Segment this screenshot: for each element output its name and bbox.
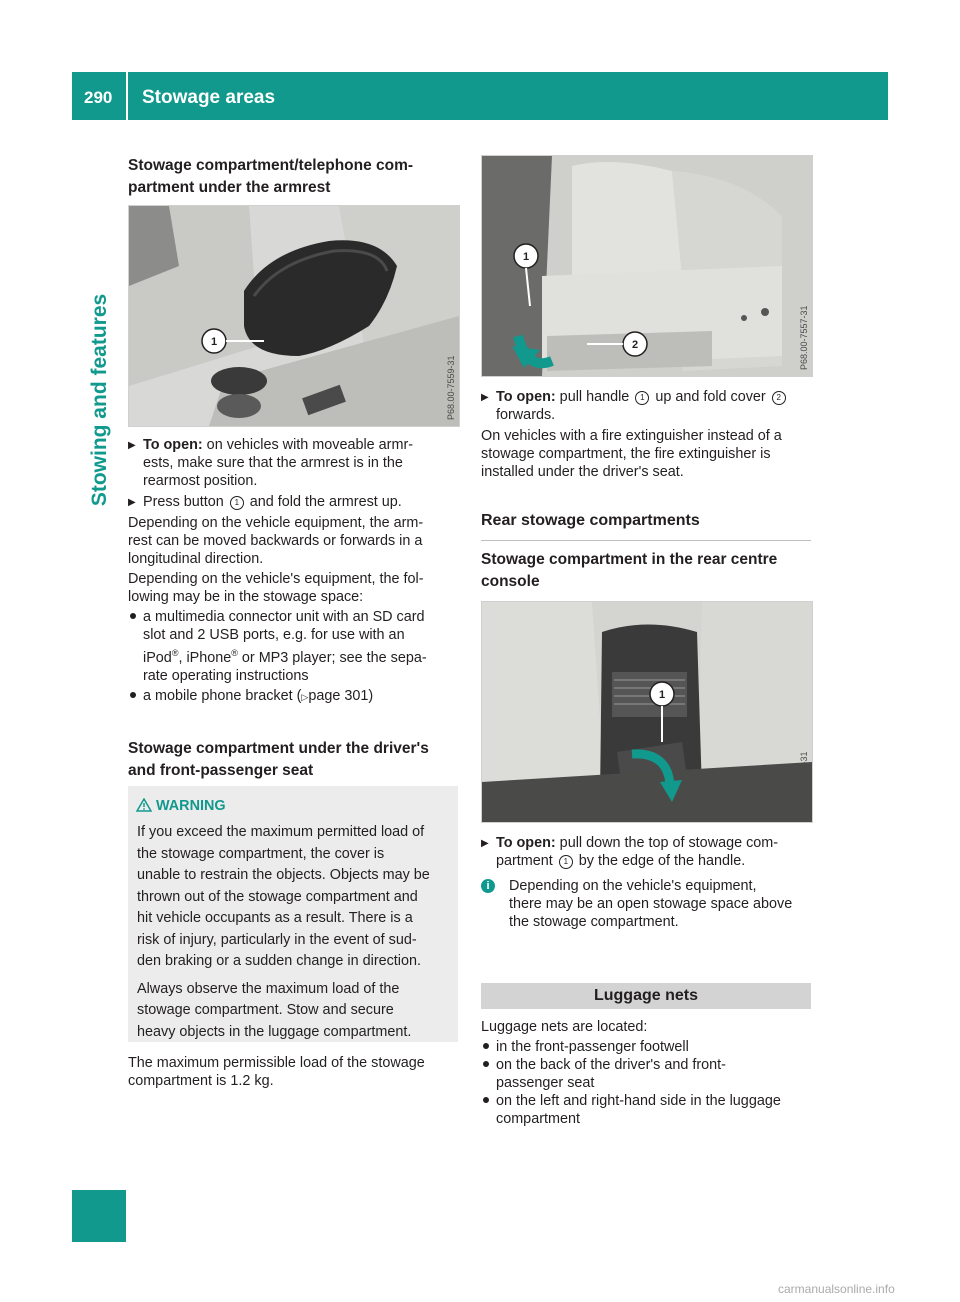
instruction-step [481,834,813,870]
text-line: the stowage compartment. [509,914,679,930]
text-line: there may be an open stowage space above [509,896,793,912]
text-line: den braking or a sudden change in direction. [137,953,422,969]
step-text: forwards. [496,407,556,423]
text-line: a multimedia connector unit with an SD card [143,609,425,625]
page-number: 290 [84,88,113,107]
text-line: stowage compartment, the fire extinguisher is [481,446,771,462]
text-line: installed under the driver's seat. [481,464,684,480]
text-line: Always observe the maximum load of the [137,980,400,997]
paragraph [128,1054,460,1090]
heading-line: and front-passenger seat [128,762,314,779]
paragraph [128,570,460,606]
callout-1-icon: 1 [559,855,573,869]
text-line: stowage compartment. Stow and secure [137,1002,394,1018]
list-item [481,1038,813,1056]
text-line: compartment is 1.2 kg. [128,1073,274,1089]
step-text: and fold the armrest up. [249,494,402,510]
photo-code: P68.00-7559-31 [446,355,456,420]
callout-2: 2 [631,339,639,351]
left-steps [128,436,460,706]
text-line: on the back of the driver's and front- [496,1057,726,1073]
paragraph [481,427,813,481]
text-line: rate operating instructions [143,667,309,684]
step-label: To open: [496,389,556,405]
step-text: partment [496,853,553,869]
luggage-nets-heading: Luggage nets [481,983,811,1009]
left-heading-2 [128,738,460,782]
right-steps [481,388,813,481]
heading-line: console [481,573,540,590]
text-line: on the left and right-hand side in the luggage [496,1093,781,1109]
step-text: rearmost position. [143,473,258,489]
text-line: Depending on the vehicle's equipment, the fol- [128,571,424,587]
right-heading-3 [481,549,813,593]
left-final-paragraph [128,1054,460,1090]
list-item [481,1092,813,1128]
page-title: Stowage areas [142,87,276,108]
text-line: rest can be moved backwards or forwards in a [128,533,423,549]
header-divider [126,72,128,120]
callout-1-icon: 1 [230,496,244,510]
warning-box [128,786,458,1042]
photo-code: P68.00-7561-31 [799,751,809,816]
step-text: on vehicles with moveable armr- [202,437,414,453]
callout-1: 1 [522,251,530,263]
rear-console-photo [481,601,813,823]
text-line: , iPhone [178,649,232,666]
text-line: lowing may be in the stowage space: [128,589,364,605]
list-item [481,1056,813,1092]
rear-stowage-section [481,510,811,541]
text-line: passenger seat [496,1075,595,1091]
left-heading-1 [128,155,460,199]
text-line: thrown out of the stowage compartment and [137,888,418,905]
seat-photo [481,155,813,377]
step-text: ests, make sure that the armrest is in the [143,455,403,471]
step-label: To open: [496,835,556,851]
step-text: up and fold cover [655,389,766,405]
warning-triangle-icon [136,798,152,820]
text-line: unable to restrain the objects. Objects may be [137,867,430,883]
side-tab-block [72,1190,126,1242]
text-line: risk of injury, particularly in the event of sud- [137,931,417,948]
instruction-step [128,493,460,511]
warning-title: WARNING [156,798,226,814]
heading-line: Stowage compartment in the rear centre [481,551,778,568]
photo-code: P68.00-7557-31 [799,305,809,370]
text-line: Depending on the vehicle's equipment, [509,878,757,894]
text-line: longitudinal direction. [128,551,264,567]
text-line: If you exceed the maximum permitted load of [137,824,425,840]
paragraph: Luggage nets are located: [481,1019,648,1035]
heading-line: partment under the armrest [128,179,331,196]
step-text: pull handle [555,389,630,405]
callout-1: 1 [210,336,218,348]
text-line: The maximum permissible load of the stowage [128,1055,425,1071]
luggage-nets-body [481,1018,813,1128]
text-line: heavy objects in the luggage compartment. [137,1023,412,1040]
armrest-photo [128,205,460,427]
warning-paragraph [137,822,453,973]
step-text: Press button [143,494,224,510]
step-text: by the edge of the handle. [578,853,746,869]
info-icon: i [481,879,495,893]
text-line: the stowage compartment, the cover is [137,845,385,862]
text-line: On vehicles with a fire extinguisher instead of a [481,428,782,444]
text-line: iPod [143,649,172,666]
paragraph [128,514,460,568]
warning-paragraph [137,979,453,1044]
text-line: slot and 2 USB ports, e.g. for use with an [143,627,405,643]
list-item: a multimedia connector unit with an SD card slot and 2 USB ports, e.g. for use with an iPod®, iPhone® or MP3 player; see the sepa- rate operating instructions [128,608,460,685]
section-heading: Rear stowage compartments [481,510,811,541]
step-text: pull down the top of stowage com- [555,835,779,851]
step-label: To open: [143,437,203,453]
heading-line: Stowage compartment/telephone com- [128,157,414,174]
text-line: compartment [496,1111,580,1127]
side-tab-label: Stowing and features [88,293,111,507]
text-line: a mobile phone bracket ( [143,687,302,704]
info-note [481,877,813,931]
warning-body [137,822,453,1045]
text-line: Depending on the vehicle equipment, the arm- [128,515,424,531]
heading-line: Stowage compartment under the driver's [128,740,429,757]
list-item [128,687,460,706]
text-line: in the front-passenger footwell [496,1039,689,1055]
callout-2-icon: 2 [772,391,786,405]
instruction-step [128,436,460,490]
footer-watermark: carmanualsonline.info [778,1282,895,1296]
callout-1: 1 [658,689,666,701]
callout-1-icon: 1 [635,391,649,405]
text-line: hit vehicle occupants as a result. There is a [137,910,413,926]
right-step-rear [481,834,813,931]
page-ref-triangle-icon: ▷ [301,691,309,702]
text-line: or MP3 player; see the sepa- [237,649,427,666]
instruction-step [481,388,813,424]
page-reference-link[interactable]: page 301) [308,687,374,704]
